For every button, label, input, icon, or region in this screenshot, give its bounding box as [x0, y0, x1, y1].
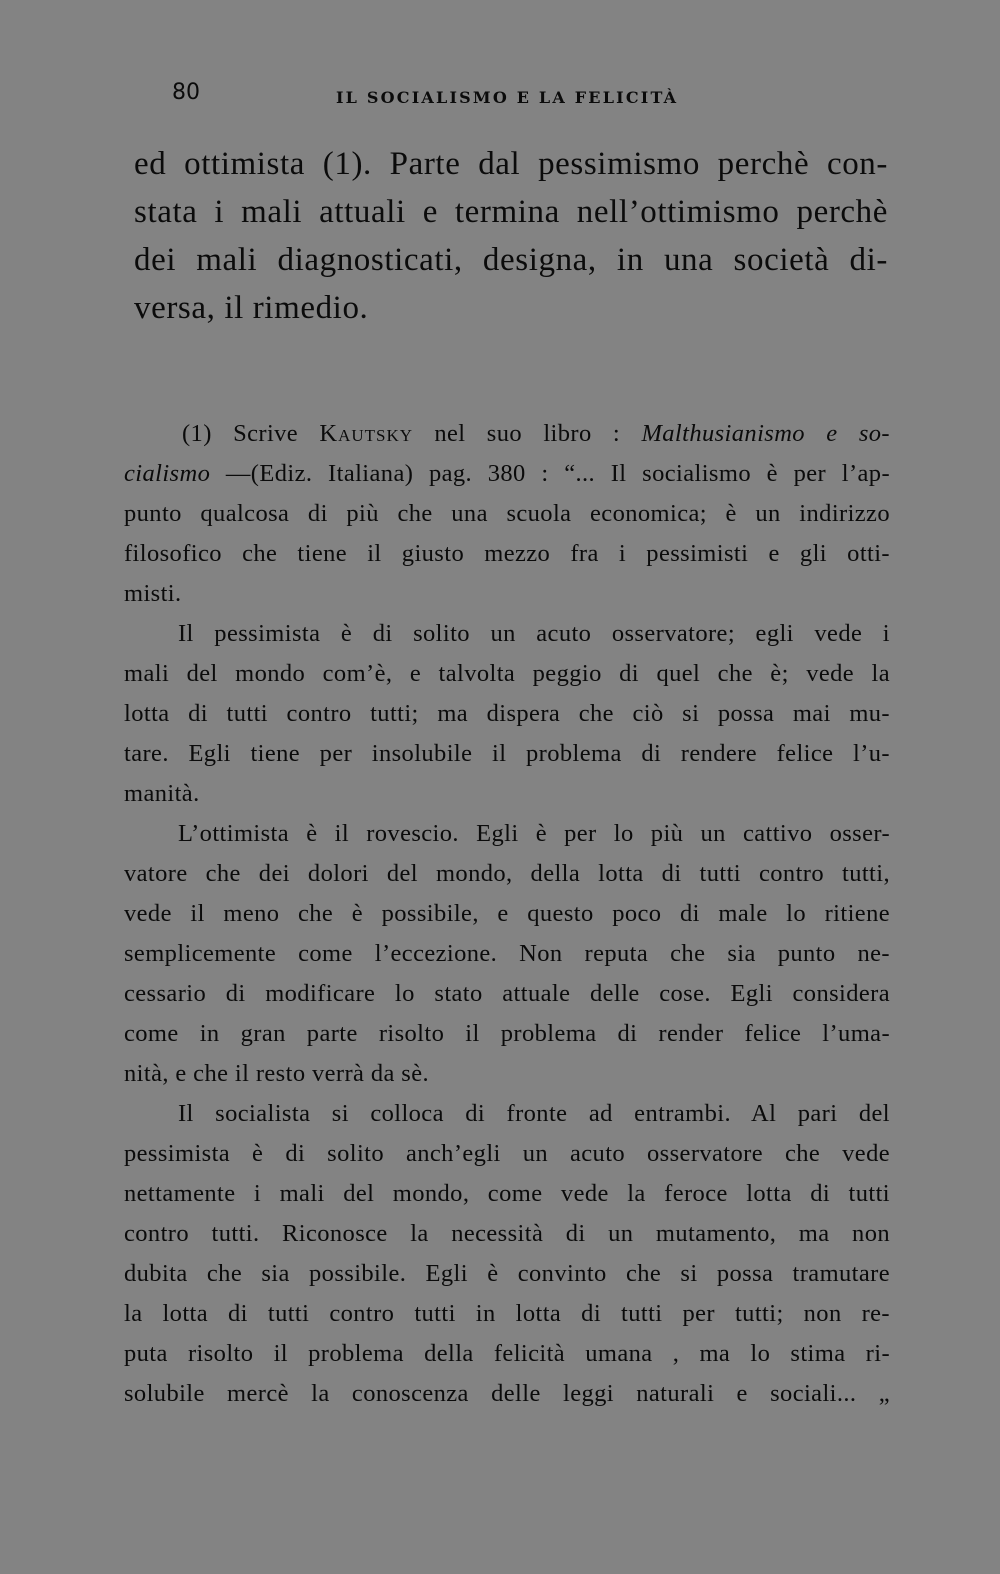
- body-line: ed ottimista (1). Parte dal pessimismo perchè con-: [134, 146, 888, 182]
- footnote-line: [182, 420, 890, 448]
- footnote-book-title: Malthusianismo e so-: [641, 420, 890, 447]
- body-line: stata i mali attuali e termina nell’ottimismo perchè: [134, 194, 888, 230]
- footnote-line: Il pessimista è di solito un acuto osservatore; egli vede i: [178, 620, 890, 647]
- footnote-line: misti.: [124, 580, 182, 607]
- footnote-line: puta risolto il problema della felicità umana , ma lo stima ri-: [124, 1340, 890, 1367]
- footnote-text: —(Ediz. Italiana) pag. 380 : “... Il socialismo è per l’ap-: [210, 460, 890, 487]
- body-line: dei mali diagnosticati, designa, in una società di-: [134, 242, 888, 278]
- footnote-line: tare. Egli tiene per insolubile il problema di rendere felice l’u-: [124, 740, 890, 767]
- footnote-line: lotta di tutti contro tutti; ma dispera che ciò si possa mai mu-: [124, 700, 890, 727]
- page-number: 80: [172, 80, 200, 105]
- footnote-line: la lotta di tutti contro tutti in lotta di tutti per tutti; non re-: [124, 1300, 890, 1327]
- footnote-line: Il socialista si colloca di fronte ad entrambi. Al pari del: [178, 1100, 890, 1127]
- footnote-line: punto qualcosa di più che una scuola economica; è un indirizzo: [124, 500, 890, 527]
- footnote-line: [124, 460, 890, 488]
- footnote-line: nità, e che il resto verrà da sè.: [124, 1060, 430, 1087]
- footnote-line: nettamente i mali del mondo, come vede la feroce lotta di tutti: [124, 1180, 890, 1207]
- footnote-line: filosofico che tiene il giusto mezzo fra i pessimisti e gli otti-: [124, 540, 890, 567]
- footnote-line: manità.: [124, 780, 200, 807]
- body-line: versa, il rimedio.: [134, 290, 369, 326]
- footnote-line: dubita che sia possibile. Egli è convinto che si possa tramutare: [124, 1260, 890, 1287]
- footnote-line: mali del mondo com’è, e talvolta peggio di quel che è; vede la: [124, 660, 890, 687]
- footnote-line: vatore che dei dolori del mondo, della lotta di tutti contro tutti,: [124, 860, 890, 887]
- footnote-line: vede il meno che è possibile, e questo poco di male lo ritiene: [124, 900, 890, 927]
- running-head: IL SOCIALISMO E LA FELICITÀ: [336, 88, 679, 107]
- footnote-line: solubile mercè la conoscenza delle leggi naturali e sociali... „: [124, 1380, 890, 1407]
- footnote-text: nel suo libro :: [413, 420, 642, 447]
- footnote-line: L’ottimista è il rovescio. Egli è per lo più un cattivo osser-: [178, 820, 890, 847]
- footnote-line: come in gran parte risolto il problema di render felice l’uma-: [124, 1020, 890, 1047]
- footnote-line: pessimista è di solito anch’egli un acuto osservatore che vede: [124, 1140, 890, 1167]
- footnote-line: contro tutti. Riconosce la necessità di un mutamento, ma non: [124, 1220, 890, 1247]
- footnote-line: semplicemente come l’eccezione. Non reputa che sia punto ne-: [124, 940, 890, 967]
- footnote-marker-text: (1) Scrive: [182, 420, 320, 447]
- footnote-line: cessario di modificare lo stato attuale delle cose. Egli considera: [124, 980, 890, 1007]
- footnote-author: Kautsky: [319, 420, 414, 447]
- footnote-book-title: cialismo: [124, 460, 211, 487]
